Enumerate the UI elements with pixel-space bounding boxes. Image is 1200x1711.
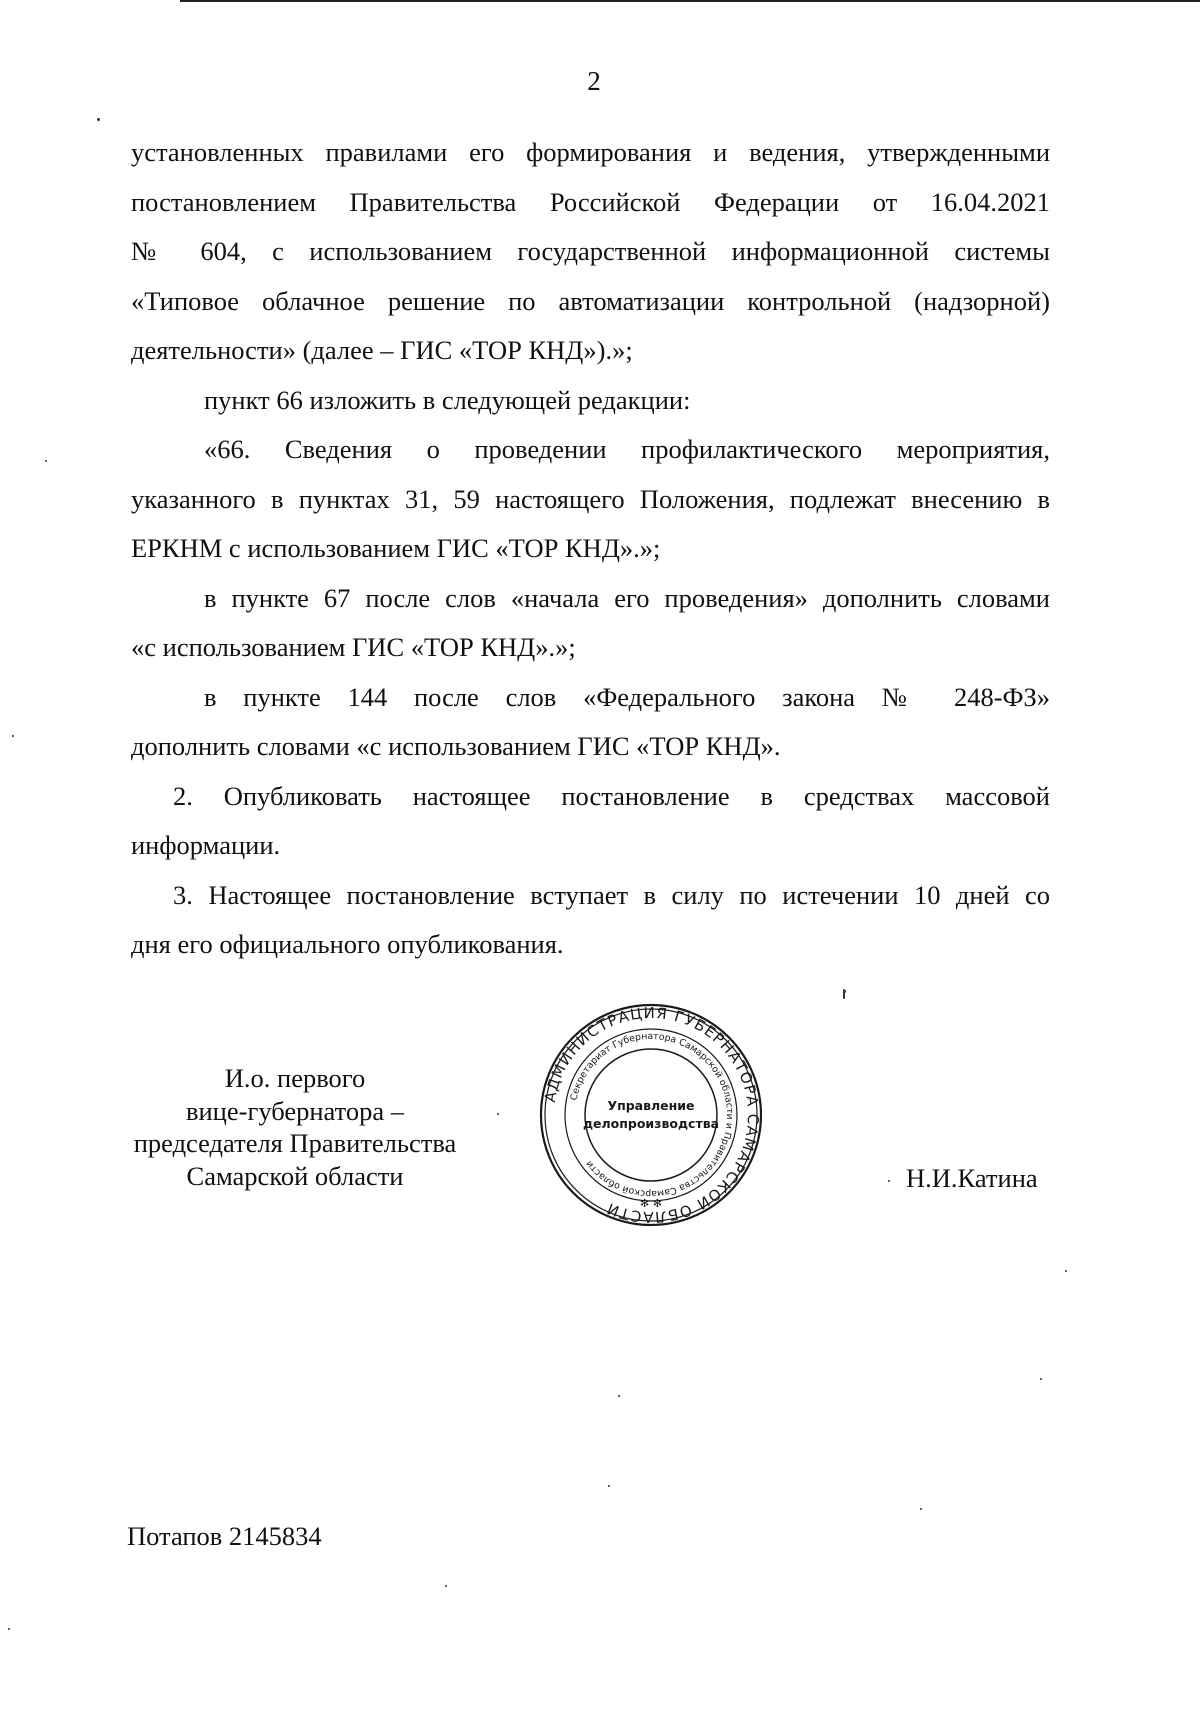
- paragraph-item-67: [131, 574, 1050, 673]
- scan-speck: [618, 1395, 620, 1397]
- text-line: деятельности» (далее – ГИС «ТОР КНД»).»;: [131, 335, 633, 365]
- scan-speck: [45, 460, 47, 462]
- text-line: 3. Настоящее постановление вступает в силу по истечении 10 дней со: [173, 879, 1050, 910]
- top-rule: [180, 0, 1200, 2]
- scan-speck: [8, 1628, 10, 1630]
- scan-speck: [608, 1485, 610, 1487]
- text-line: № 604, с использованием государственной информационной системы: [131, 236, 1050, 266]
- text-line: информации.: [131, 830, 281, 860]
- signatory-title-line: вице-губернатора –: [185, 1095, 404, 1126]
- paragraph-effective-date: [131, 871, 1050, 970]
- scan-speck: [97, 118, 100, 121]
- executor-footer: Потапов 2145834: [127, 1521, 322, 1551]
- scan-speck: [888, 1180, 890, 1182]
- text-line: «Типовое облачное решение по автоматизации контрольной (надзорной): [131, 285, 1050, 316]
- text-line: «с использованием ГИС «ТОР КНД».»;: [131, 632, 576, 662]
- paragraph-continuation: [131, 128, 1050, 376]
- text-line: в пункте 67 после слов «начала его проведения» дополнить словами: [204, 582, 1050, 613]
- stamp-center-line2: делопроизводства: [582, 1116, 720, 1131]
- text-line: в пункте 144 после слов «Федерального закона № 248-ФЗ»: [204, 681, 1050, 712]
- scan-speck: [1065, 1270, 1067, 1272]
- signatory-name: Н.И.Катина: [906, 1163, 1038, 1193]
- scan-speck: [497, 1113, 499, 1115]
- page-number: 2: [587, 66, 601, 96]
- stamp-inner-text: Секретариат Губернатора Самарской области и Правительства Самарской области: [568, 1030, 736, 1200]
- scan-speck: [1040, 1378, 1042, 1380]
- paragraph-item-66-text: [131, 425, 1050, 574]
- signatory-title: [115, 1062, 475, 1192]
- paragraph-item-144: [131, 673, 1050, 772]
- official-stamp: [538, 1002, 764, 1228]
- scan-speck: [12, 735, 14, 737]
- paragraph-publish: [131, 772, 1050, 871]
- stamp-center-line1: Управление: [607, 1098, 695, 1113]
- text-line: дополнить словами «с использованием ГИС «ТОР КНД».: [131, 731, 781, 761]
- text-line: постановлением Правительства Российской Федерации от 16.04.2021: [131, 186, 1050, 217]
- text-line: указанного в пунктах 31, 59 настоящего Положения, подлежат внесению в: [131, 483, 1050, 514]
- text-line: ЕРКНМ с использованием ГИС «ТОР КНД».»;: [131, 533, 661, 563]
- text-line: установленных правилами его формирования и ведения, утвержденными: [131, 137, 1050, 167]
- scan-speck: [445, 1585, 447, 1587]
- signatory-title-line: Самарской области: [186, 1160, 404, 1191]
- signatory-title-line: председателя Правительства: [133, 1128, 457, 1158]
- text-line: 2. Опубликовать настоящее постановление в средствах массовой: [173, 780, 1050, 811]
- paragraph-item-66-intro: пункт 66 изложить в следующей редакции:: [204, 384, 691, 415]
- star-icon: ✻ ✻: [640, 1197, 662, 1210]
- document-body: [131, 128, 1050, 970]
- stamp-outer-text: АДМИНИСТРАЦИЯ ГУБЕРНАТОРА САМАРСКОЙ ОБЛАСТИ: [540, 1003, 763, 1227]
- text-line: «66. Сведения о проведении профилактического мероприятия,: [204, 434, 1050, 464]
- signatory-title-line: И.о. первого: [224, 1063, 366, 1093]
- scan-speck: [920, 1508, 922, 1510]
- text-line: дня его официального опубликования.: [131, 929, 564, 959]
- scan-speck: [843, 989, 845, 999]
